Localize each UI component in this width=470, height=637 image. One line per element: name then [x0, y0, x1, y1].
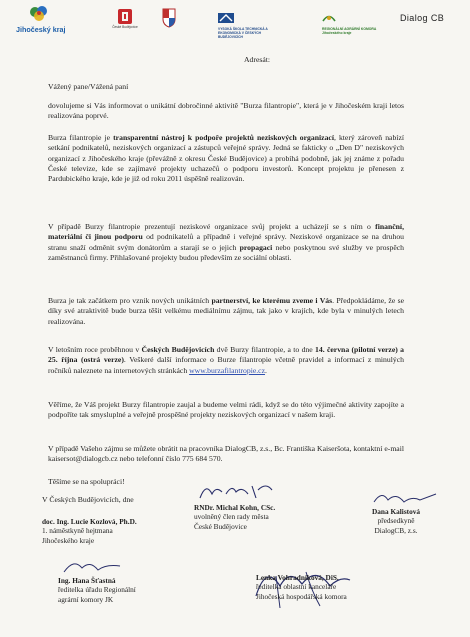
p3-text-c: . Předpokládáme, že se díky své atraktivitě bude burza těšit velkému mediálnímu zájmu, tak jako v krajích, kde byla v minulých letech realizována.: [48, 296, 404, 326]
p2-text-a: V případě Burzy filantropie prezentují neziskové organizace svůj projekt a ucházejí se s ním o: [48, 222, 376, 231]
p4-bold-dates: 14. června (pilotní verze) a 25. října (ostrá verze): [48, 345, 404, 365]
paragraph-partnership: [48, 296, 404, 327]
signature-kalistova: [370, 488, 440, 508]
dialog-cb-logo: Dialog CB: [400, 13, 445, 23]
signatory-kohn: [194, 503, 275, 531]
p1-text-a: Burza filantropie je: [48, 133, 114, 142]
p3-bold: partnerství, ke kterému zveme i Vás: [211, 296, 333, 305]
ceske-budejovice-label: České Budějovice: [112, 25, 138, 29]
intro-paragraph: dovolujeme si Vás informovat o unikátní dobročinné aktivitě "Burza filantropie", která je v Jihočeském kraji letos realizována poprvé.: [48, 101, 404, 121]
signatory-org: agrární komory JK: [58, 594, 114, 604]
signatory-name: Lenka Vohradníková, DiS.: [256, 573, 339, 582]
signatory-role: 1. náměstkyně hejtmana: [42, 526, 113, 536]
signatory-org: DialogCB, z.s.: [374, 525, 418, 535]
p1-text-c: , který zároveň nabízí setkání podnikatelů, neziskových organizací a zástupců veřejné správy. Jedná se fakticky o „Den D" neziskových organizací z Jihočeského kraje (převážně z okresu České Budějovice) a probíhá podobně, jak jej známe z pořadu České televize, kde se zajímavé projekty uchazečů o podporu investorů. Koncept projektu je přenesen z Pardubického kraje, kde je již od roku 2011 úspěšně realizován.: [48, 133, 404, 184]
p1-bold: transparentní nástroj k podpoře projektů neziskových organizací: [113, 133, 334, 142]
p4-text-a: V letošním roce proběhnou v: [48, 345, 142, 354]
p3-text-a: Burza je tak začátkem pro vznik nových unikátních: [48, 296, 212, 305]
paragraph-presentation: [48, 222, 404, 263]
place-date-line: V Českých Budějovicích, dne: [42, 495, 134, 504]
logo-bar: [0, 0, 470, 44]
p4-text-f: .: [265, 365, 267, 375]
paragraph-burza-description: [48, 133, 404, 184]
ceske-budejovice-logo: [108, 8, 142, 30]
signatory-name: Ing. Hana Šťastná: [58, 576, 116, 585]
signature-kohn: [196, 480, 276, 502]
signatory-vohradnikova: [256, 573, 347, 601]
p2-text-c: od podnikatelů a případně i veřejné správy. Neziskové organizace se na druhou stranu snaží odměnit svým donátorům a starají se o jejich: [48, 232, 405, 252]
p2-bold-propagation: propagaci: [239, 242, 273, 252]
agrarni-komora-emblem-icon: [322, 12, 336, 22]
signatory-kalistova: [372, 507, 420, 535]
p2-text-e: nebo poskytnou své služby ve prospěch zaměstnanců firmy. Přihlašované projekty budou především ze sociální oblasti.: [48, 242, 404, 262]
signatory-stastna: [58, 576, 136, 604]
agrarni-komora-logo: [322, 9, 382, 35]
signatory-role: předsedkyně: [377, 516, 415, 526]
addressee-label: Adresát:: [244, 55, 271, 64]
signatory-role: ředitelka úřadu Regionální: [58, 585, 136, 595]
paragraph-contact: V případě Vašeho zájmu se můžete obrátit na pracovníka DialogCB, z.s., Bc. Františka Kaiseršota, kontaktní e-mail kaisersot@dialogcb.cz nebo telefonní číslo 775 684 570.: [48, 444, 404, 464]
jihocesky-kraj-emblem-icon: [28, 4, 50, 24]
p4-text-c: dvě Burzy filantropie, a to dne: [214, 345, 316, 354]
website-link[interactable]: www.burzafilantropie.cz: [189, 365, 266, 375]
p2-bold-support: finanční, materiální či jinou podporu: [48, 222, 404, 242]
signatory-name: RNDr. Michal Kohn, CSc.: [194, 503, 276, 512]
paragraph-dates: [48, 345, 404, 376]
signature-stastna: [60, 556, 130, 576]
signatory-name: doc. Ing. Lucie Kozlová, Ph.D.: [42, 517, 137, 526]
jihocesky-kraj-label: Jihočeský kraj: [16, 25, 66, 34]
signatory-org: České Budějovice: [194, 521, 247, 531]
signatory-name: Dana Kalistová: [372, 507, 421, 516]
vste-label: VYSOKÁ ŠKOLA TECHNICKÁ A EKONOMICKÁ V ČESKÝCH BUDĚJOVICÍCH: [218, 27, 268, 39]
jihocesky-kraj-logo: [16, 4, 66, 34]
signatory-org: Jihočeská hospodářská komora: [256, 591, 347, 601]
signatory-role: ředitelka oblastní kanceláře: [256, 582, 337, 592]
vste-logo: [218, 10, 278, 39]
agrarni-komora-label: REGIONÁLNÍ AGRÁRNÍ KOMORA Jihočeského kraje: [322, 27, 377, 35]
crest-icon: [162, 8, 176, 28]
paragraph-invitation: Věříme, že Váš projekt Burzy filantropie zaujal a budeme velmi rádi, když se do této výjimečné aktivity zapojíte a podpoříte tak smysluplné a veřejně prospěšné projekty neziskových organizací v našem kraji.: [48, 400, 404, 420]
signatory-org: Jihočeského kraje: [42, 535, 95, 545]
p4-text-e: . Veškeré další informace o Burze filantropie včetně pravidel a informací z minulých ročníků naleznete na internetových stránkách: [48, 355, 404, 375]
ceske-budejovice-emblem-icon: [116, 8, 134, 26]
p4-bold-city: Českých Budějovicích: [141, 345, 215, 354]
signatory-role: uvolněný člen rady města: [194, 512, 269, 522]
salutation: Vážený pane/Vážená paní: [48, 82, 129, 91]
signatory-kozlova: [42, 517, 137, 545]
vste-emblem-icon: [218, 13, 234, 23]
closing-line: Těšíme se na spolupráci!: [48, 477, 125, 486]
